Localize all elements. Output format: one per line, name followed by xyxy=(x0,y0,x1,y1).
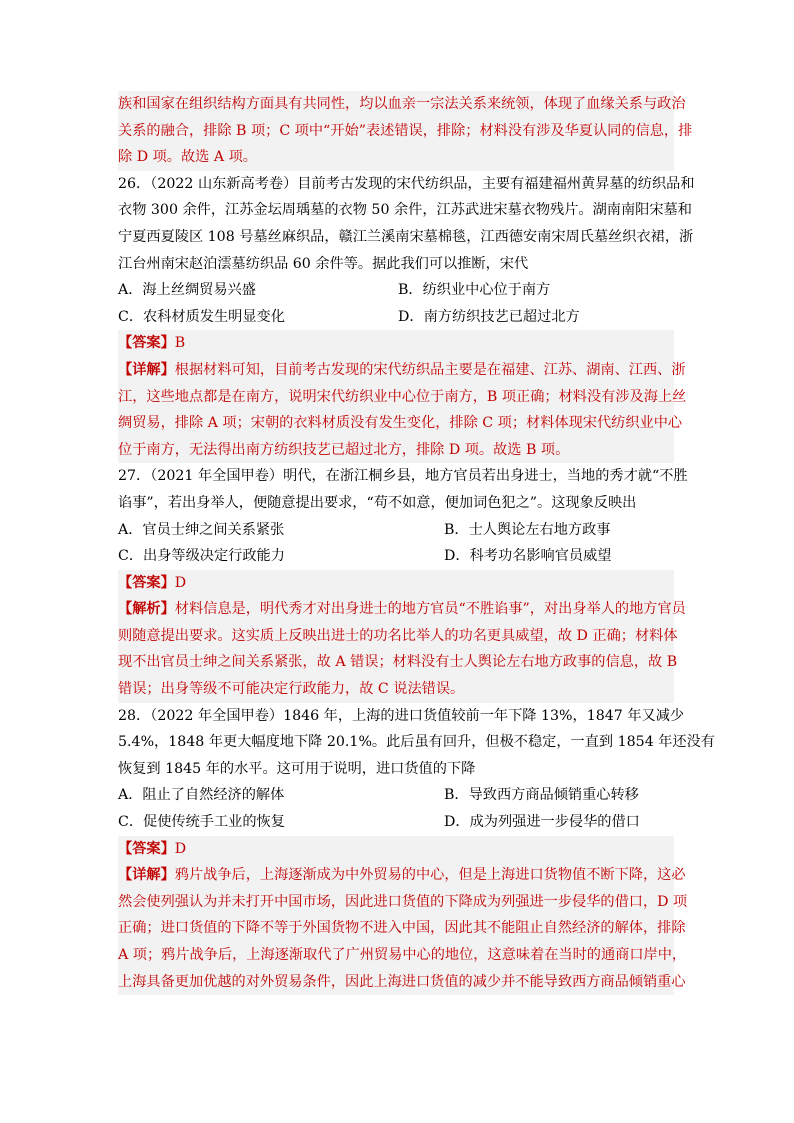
question-stem-line: 28．（2022 年全国甲卷）1846 年，上海的进口货值较前一年下降 13%，1847 年又减少 xyxy=(118,707,685,724)
explanation-line: 则随意提出要求。这实质上反映出进士的功名比举人的功名更具威望，故 D 正确；材料体 xyxy=(118,627,678,644)
answer-tag: 【答案】 xyxy=(118,574,175,591)
answer-line xyxy=(118,570,674,597)
explanation-tag: 【解析】 xyxy=(118,601,175,618)
explanation-line: 错误；出身等级不可能决定行政能力，故 C 说法错误。 xyxy=(118,681,465,698)
explanation-line: 绸贸易，排除 A 项；宋朝的衣料材质没有发生变化，排除 C 项；材料体现宋代纺织业中心 xyxy=(118,415,683,432)
option-c: C．出身等级决定行政能力 xyxy=(118,548,285,565)
option-b: B．士人舆论左右地方政事 xyxy=(444,521,611,538)
option-a: A．阻止了自然经济的解体 xyxy=(118,787,285,804)
answer-tag: 【答案】 xyxy=(118,840,175,857)
question-26 xyxy=(118,171,695,464)
explanation-line: 上海具备更加优越的对外贸易条件，因此上海进口货值的减少并不能导致西方商品倾销重心 xyxy=(118,973,686,990)
answer-block xyxy=(118,330,687,463)
option-a: A．官员士绅之间关系紧张 xyxy=(118,521,285,538)
text-line: 除 D 项。故选 A 项。 xyxy=(118,149,257,166)
option-d: D．成为列强进一步侵华的借口 xyxy=(444,814,640,831)
options-row xyxy=(118,517,674,544)
explanation-line: A 项；鸦片战争后，上海逐渐取代了广州贸易中心的地位，这意味着在当时的通商口岸中， xyxy=(118,947,687,963)
options-row xyxy=(118,304,674,331)
answer-block xyxy=(118,836,688,996)
explanation-line: 现不出官员士绅之间关系紧张，故 A 错误；材料没有士人舆论左右地方政事的信息，故 B xyxy=(118,654,678,671)
explanation-tag: 【详解】 xyxy=(118,867,175,884)
question-stem-line: 江台州南宋赵泊澐墓纺织品 60 余件等。据此我们可以推断，宋代 xyxy=(118,255,529,272)
option-c: C．农科材质发生明显变化 xyxy=(118,308,285,325)
question-28 xyxy=(118,703,715,996)
options-row xyxy=(118,277,674,304)
text-line: 族和国家在组织结构方面具有共同性，均以血亲一宗法关系来统领，体现了血缘关系与政治 xyxy=(118,96,686,112)
explanation-line: 位于南方，无法得出南方纺织技艺已超过北方，排除 D 项。故选 B 项。 xyxy=(118,441,570,458)
document-content xyxy=(118,91,715,995)
question-stem-line: 宁夏西夏陵区 108 号墓丝麻织品，赣江兰溪南宋墓棉毯，江西德安南宋周氏墓丝织衣裙，浙 xyxy=(118,228,694,245)
question-stem-line: 26．（2022 山东新高考卷）目前考古发现的宋代纺织品，主要有福建福州黄昇墓的纺织品和 xyxy=(118,175,695,192)
option-b: B．纺织业中心位于南方 xyxy=(398,282,551,299)
prev-explanation xyxy=(118,91,693,171)
question-stem-line: 衣物 300 余件，江苏金坛周瑀墓的衣物 50 余件，江苏武进宋墓衣物残片。湖南南阳宋墓和 xyxy=(118,202,692,219)
option-c: C．促使传统手工业的恢复 xyxy=(118,814,285,831)
options-row xyxy=(118,782,674,809)
question-stem-line: 恢复到 1845 年的水平。这可用于说明，进口货值的下降 xyxy=(118,760,476,777)
option-a: A．海上丝绸贸易兴盛 xyxy=(118,282,256,299)
answer-line xyxy=(118,836,674,863)
explanation-line: 【详解】鸦片战争后，上海逐渐成为中外贸易的中心，但是上海进口货物值不断下降，这必 xyxy=(118,867,686,884)
question-stem-line: 5.4%，1848 年更大幅度地下降 20.1%。此后虽有回升，但极不稳定，一直到 1854 年还没有 xyxy=(118,734,715,751)
option-d: D．科考功名影响官员威望 xyxy=(444,548,612,565)
question-stem-line: 27．（2021 年全国甲卷）明代，在浙江桐乡县，地方官员若出身进士，当地的秀才就“不胜 xyxy=(118,468,688,485)
explanation-tag: 【详解】 xyxy=(118,361,175,378)
explanation-line: 然会使列强认为并未打开中国市场，因此进口货值的下降成为列强进一步侵华的借口，D 项 xyxy=(118,893,688,910)
options-row xyxy=(118,809,674,836)
text-line: 关系的融合，排除 B 项；C 项中“开始”表述错误，排除；材料没有涉及华夏认同的信息，排 xyxy=(118,122,693,139)
option-b: B．导致西方商品倾销重心转移 xyxy=(444,787,639,804)
answer-block xyxy=(118,570,686,703)
answer-value: D xyxy=(174,840,187,857)
explanation-line: 【解析】材料信息是，明代秀才对出身进士的地方官员“不胜谄事”，对出身举人的地方官员 xyxy=(118,601,686,618)
option-d: D．南方纺织技艺已超过北方 xyxy=(398,308,580,325)
answer-tag: 【答案】 xyxy=(118,335,175,352)
answer-value: D xyxy=(174,574,187,591)
question-stem-line: 谄事”，若出身举人，便随意提出要求，“苟不如意，便加词色犯之”。这现象反映出 xyxy=(118,494,637,511)
explanation-line: 江，这些地点都是在南方，说明宋代纺织业中心位于南方，B 项正确；材料没有涉及海上丝 xyxy=(118,388,687,405)
answer-value: B xyxy=(174,335,186,352)
options-row xyxy=(118,543,674,570)
answer-line xyxy=(118,330,674,357)
explanation-line: 正确；进口货值的下降不等于外国货物不进入中国，因此其不能阻止自然经济的解体，排除 xyxy=(118,920,686,937)
explanation-line: 【详解】根据材料可知，目前考古发现的宋代纺织品主要是在福建、江苏、湖南、江西、浙 xyxy=(118,361,686,378)
question-27 xyxy=(118,463,688,702)
